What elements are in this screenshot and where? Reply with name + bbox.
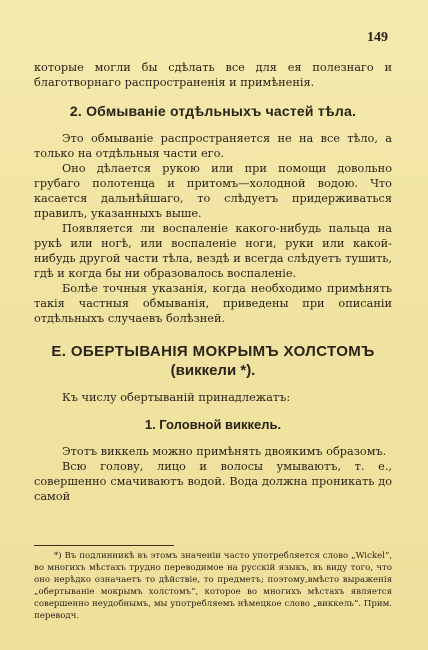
subsection-1-heading: 1. Головной виккель. [144, 417, 282, 432]
paragraph-3: Появляется ли воспаленіе какого-нибудь пальца на рукѣ или ногѣ, или воспаленіе ноги, руки или какой-нибудь другой части тѣла, вездѣ и всегда слѣдуетъ тушить, гдѣ и когда бы ни образовалось воспаленіе. [34, 222, 392, 280]
intro-paragraph: которые могли бы сдѣлать все для ея полезнаго и благотворнаго распространенія и примѣненія. [34, 61, 392, 89]
footnote-text: *) Въ подлинникѣ въ этомъ значеніи часто употребляется слово „Wickel“, во многихъ мѣстахъ трудно переводимое на русскій языкъ, въ виду того, что оно нерѣдко означаетъ то дѣйствіе, то предметъ; поэтому,вмѣсто выраженія „обертываніе мокрымъ холстомъ“, которое во многихъ мѣстахъ является совершенно неудобнымъ, мы употребляемъ нѣмецкое слово „виккель“. Прим. переводч. [34, 551, 392, 621]
paragraph-7: Всю голову, лицо и волосы умываютъ, т. е., совершенно смачиваютъ водой. Вода должна проникать до самой [34, 460, 392, 503]
paragraph-5: Къ числу обертываній принадлежатъ: [62, 391, 291, 404]
section-e-subheading: (виккели *). [170, 362, 256, 379]
paragraph-2: Оно дѣлается рукою или при помощи довольно грубаго полотенца и притомъ—холодной водою. Что касается дальнѣйшаго, то слѣдуетъ придерживаться правилъ, указанныхъ выше. [34, 162, 392, 220]
page-body [34, 60, 392, 504]
paragraph-1: Это обмываніе распространяется не на все тѣло, а только на отдѣльныя части его. [34, 132, 392, 160]
page-number: 149 [367, 30, 388, 45]
footnote-divider [34, 545, 174, 546]
paragraph-6: Этотъ виккель можно примѣнять двоякимъ образомъ. [62, 445, 387, 458]
footnote [34, 550, 392, 622]
paragraph-4: Болѣе точныя указанія, когда необходимо примѣнять такія частныя обмыванія, приведены при описаніи отдѣльныхъ случаевъ болѣзней. [34, 282, 392, 325]
section-2-heading: 2. Обмываніе отдѣльныхъ частей тѣла. [69, 103, 357, 119]
section-e-heading: Е. ОБЕРТЫВАНІЯ МОКРЫМЪ ХОЛСТОМЪ [51, 343, 375, 360]
